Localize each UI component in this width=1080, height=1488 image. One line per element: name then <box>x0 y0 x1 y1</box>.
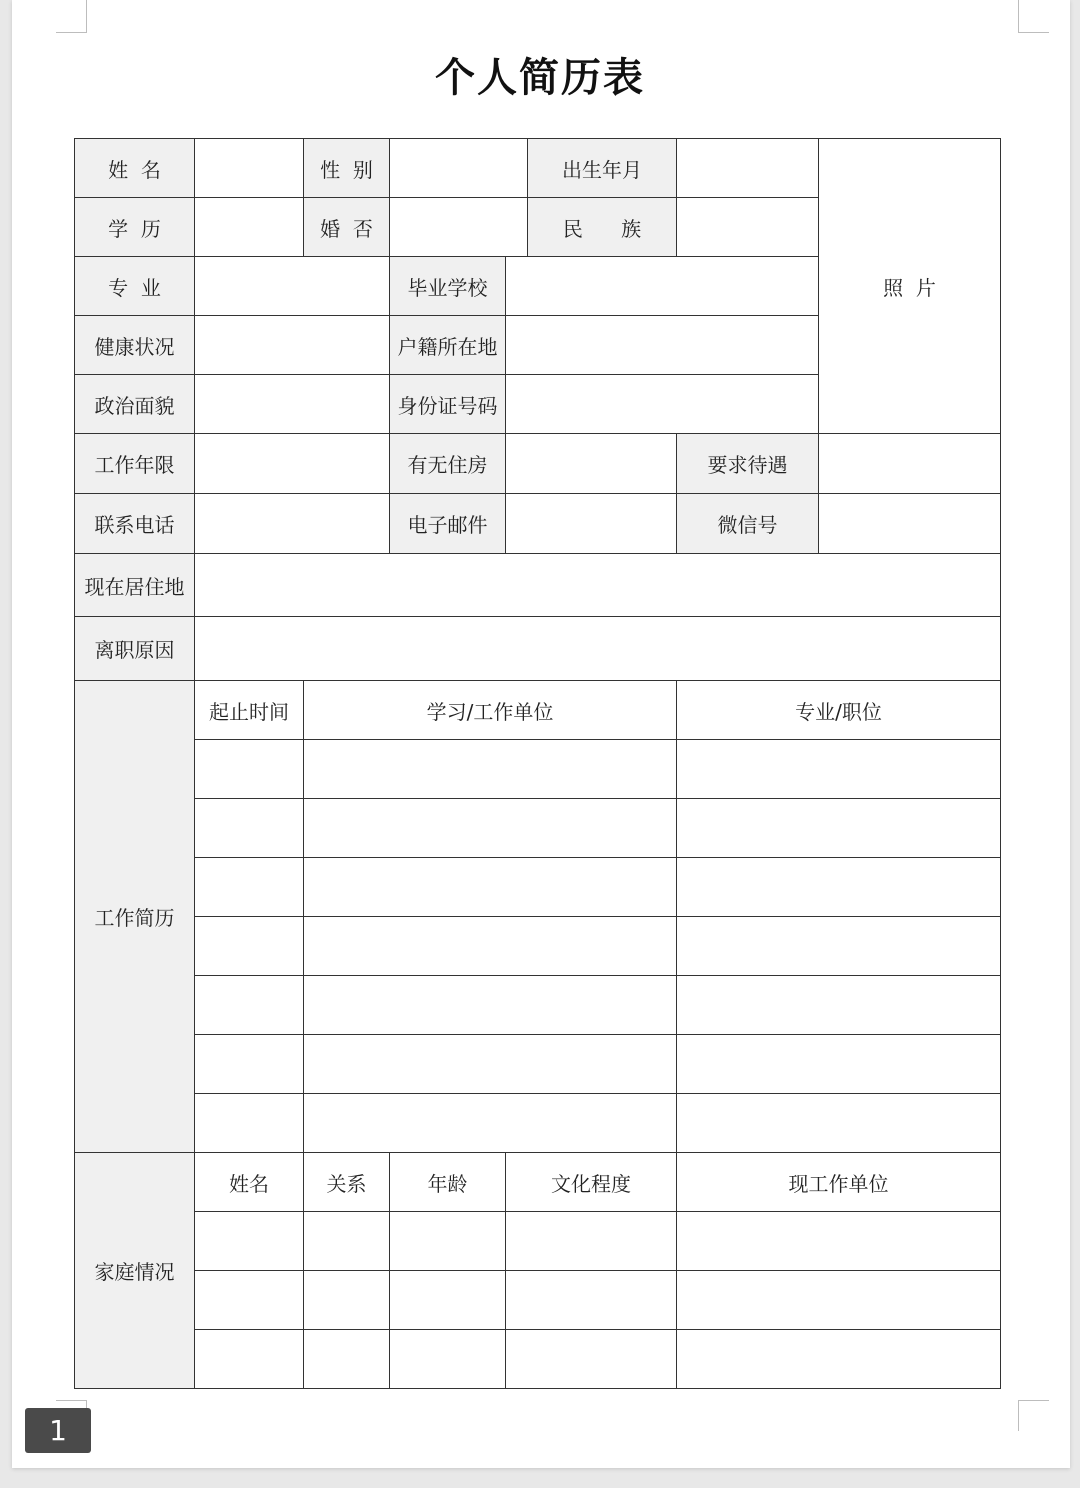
table-row <box>75 917 1001 976</box>
id-field[interactable] <box>506 375 819 434</box>
political-field[interactable] <box>195 375 390 434</box>
form-row-work-years <box>75 434 1001 494</box>
name-field[interactable] <box>195 139 304 198</box>
family-relation-cell[interactable] <box>304 1330 390 1389</box>
family-relation-cell[interactable] <box>304 1212 390 1271</box>
family-age-cell[interactable] <box>390 1271 506 1330</box>
education-field[interactable] <box>195 198 304 257</box>
residence-field[interactable] <box>195 554 1001 617</box>
wechat-label: 微信号 <box>677 494 819 554</box>
form-row-residence <box>75 554 1001 617</box>
work-history-header-row <box>75 681 1001 740</box>
family-employer-cell[interactable] <box>677 1271 1001 1330</box>
work-col-position: 专业/职位 <box>677 681 1001 740</box>
ethnicity-field[interactable] <box>677 198 819 257</box>
salary-label: 要求待遇 <box>677 434 819 494</box>
residence-label: 现在居住地 <box>75 554 195 617</box>
family-name-cell[interactable] <box>195 1212 304 1271</box>
table-row <box>75 1330 1001 1389</box>
work-period-cell[interactable] <box>195 799 304 858</box>
form-row-name <box>75 139 1001 198</box>
family-education-cell[interactable] <box>506 1271 677 1330</box>
work-period-cell[interactable] <box>195 1094 304 1153</box>
school-field[interactable] <box>506 257 819 316</box>
work-employer-cell[interactable] <box>304 976 677 1035</box>
marital-label: 婚 否 <box>304 198 390 257</box>
work-position-cell[interactable] <box>677 858 1001 917</box>
work-position-cell[interactable] <box>677 1035 1001 1094</box>
table-row <box>75 1035 1001 1094</box>
leave-reason-field[interactable] <box>195 617 1001 681</box>
birth-field[interactable] <box>677 139 819 198</box>
hukou-field[interactable] <box>506 316 819 375</box>
phone-label: 联系电话 <box>75 494 195 554</box>
work-history-label: 工作简历 <box>75 681 195 1153</box>
work-period-cell[interactable] <box>195 740 304 799</box>
work-col-employer: 学习/工作单位 <box>304 681 677 740</box>
family-employer-cell[interactable] <box>677 1330 1001 1389</box>
school-label: 毕业学校 <box>390 257 506 316</box>
family-name-cell[interactable] <box>195 1330 304 1389</box>
email-label: 电子邮件 <box>390 494 506 554</box>
table-row <box>75 1094 1001 1153</box>
family-col-employer: 现工作单位 <box>677 1153 1001 1212</box>
family-col-relation: 关系 <box>304 1153 390 1212</box>
family-col-age: 年龄 <box>390 1153 506 1212</box>
phone-field[interactable] <box>195 494 390 554</box>
family-age-cell[interactable] <box>390 1212 506 1271</box>
table-row <box>75 976 1001 1035</box>
housing-label: 有无住房 <box>390 434 506 494</box>
birth-label: 出生年月 <box>528 139 677 198</box>
crop-mark-top-left <box>56 0 87 33</box>
work-period-cell[interactable] <box>195 858 304 917</box>
major-field[interactable] <box>195 257 390 316</box>
family-header-row <box>75 1153 1001 1212</box>
work-position-cell[interactable] <box>677 976 1001 1035</box>
housing-field[interactable] <box>506 434 677 494</box>
work-employer-cell[interactable] <box>304 917 677 976</box>
form-row-leave-reason <box>75 617 1001 681</box>
page-number-badge: 1 <box>25 1408 91 1453</box>
resume-form <box>74 138 1001 1389</box>
family-name-cell[interactable] <box>195 1271 304 1330</box>
work-position-cell[interactable] <box>677 917 1001 976</box>
work-period-cell[interactable] <box>195 1035 304 1094</box>
education-label: 学 历 <box>75 198 195 257</box>
family-employer-cell[interactable] <box>677 1212 1001 1271</box>
ethnicity-label: 民 族 <box>528 198 677 257</box>
work-position-cell[interactable] <box>677 740 1001 799</box>
family-education-cell[interactable] <box>506 1330 677 1389</box>
work-position-cell[interactable] <box>677 799 1001 858</box>
id-label: 身份证号码 <box>390 375 506 434</box>
health-label: 健康状况 <box>75 316 195 375</box>
table-row <box>75 1271 1001 1330</box>
table-row <box>75 1212 1001 1271</box>
marital-field[interactable] <box>390 198 528 257</box>
family-relation-cell[interactable] <box>304 1271 390 1330</box>
work-employer-cell[interactable] <box>304 740 677 799</box>
crop-mark-bottom-right <box>1018 1400 1049 1431</box>
family-age-cell[interactable] <box>390 1330 506 1389</box>
work-col-period: 起止时间 <box>195 681 304 740</box>
work-employer-cell[interactable] <box>304 799 677 858</box>
work-employer-cell[interactable] <box>304 1094 677 1153</box>
work-period-cell[interactable] <box>195 976 304 1035</box>
major-label: 专 业 <box>75 257 195 316</box>
salary-field[interactable] <box>819 434 1001 494</box>
hukou-label: 户籍所在地 <box>390 316 506 375</box>
photo-box[interactable]: 照 片 <box>819 139 1001 434</box>
family-education-cell[interactable] <box>506 1212 677 1271</box>
table-row <box>75 858 1001 917</box>
name-label: 姓 名 <box>75 139 195 198</box>
work-position-cell[interactable] <box>677 1094 1001 1153</box>
work-employer-cell[interactable] <box>304 858 677 917</box>
family-label: 家庭情况 <box>75 1153 195 1389</box>
page-title: 个人简历表 <box>435 55 645 101</box>
gender-field[interactable] <box>390 139 528 198</box>
work-years-field[interactable] <box>195 434 390 494</box>
gender-label: 性 别 <box>304 139 390 198</box>
form-row-contact <box>75 494 1001 554</box>
family-col-name: 姓名 <box>195 1153 304 1212</box>
health-field[interactable] <box>195 316 390 375</box>
leave-reason-label: 离职原因 <box>75 617 195 681</box>
table-row <box>75 799 1001 858</box>
work-employer-cell[interactable] <box>304 1035 677 1094</box>
family-col-education: 文化程度 <box>506 1153 677 1212</box>
wechat-field[interactable] <box>819 494 1001 554</box>
crop-mark-top-right <box>1018 0 1049 33</box>
email-field[interactable] <box>506 494 677 554</box>
political-label: 政治面貌 <box>75 375 195 434</box>
work-years-label: 工作年限 <box>75 434 195 494</box>
work-period-cell[interactable] <box>195 917 304 976</box>
table-row <box>75 740 1001 799</box>
